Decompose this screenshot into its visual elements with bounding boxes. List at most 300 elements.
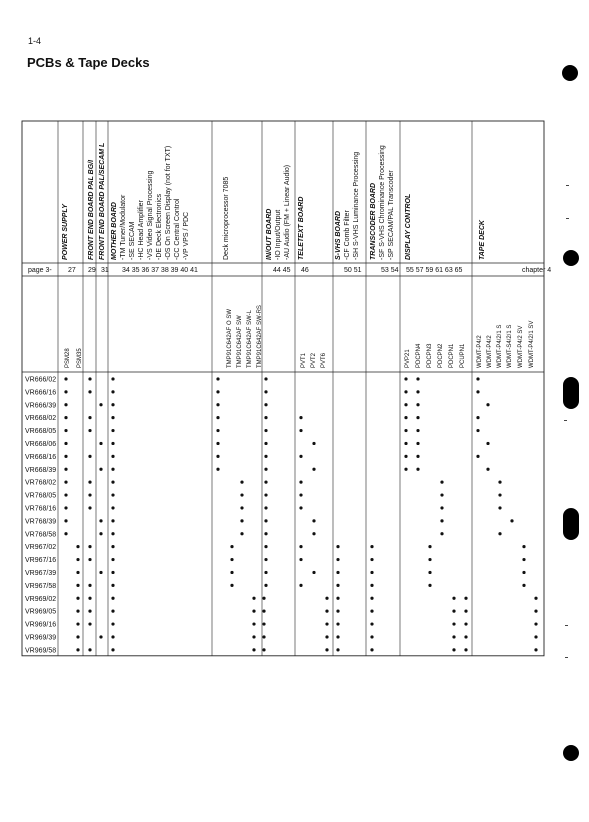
table-row	[25, 428, 480, 435]
fitment-dot	[534, 597, 537, 600]
fitment-dot	[99, 635, 102, 638]
part-variants	[65, 305, 535, 368]
fitment-dot	[370, 622, 373, 625]
model-name: VR666/16	[25, 389, 57, 397]
model-name: VR768/58	[25, 531, 57, 539]
fitment-dot	[522, 545, 525, 548]
fitment-dot	[99, 403, 102, 406]
fitment-dot	[440, 519, 443, 522]
fitment-dot	[252, 597, 255, 600]
fitment-dot	[88, 584, 91, 587]
board-header: -SH S-VHS Luminance Processing	[353, 151, 360, 260]
fitment-dot	[370, 648, 373, 651]
fitment-dot	[336, 545, 339, 548]
board-header: -IO Input/Output	[275, 209, 282, 260]
fitment-dot	[264, 571, 267, 574]
fitment-dot	[111, 584, 114, 587]
table-row	[25, 544, 526, 551]
variant-label: TMP91C642AF SW-RS	[257, 305, 263, 368]
fitment-dot	[264, 481, 267, 484]
fitment-dot	[88, 622, 91, 625]
fitment-dot	[404, 377, 407, 380]
fitment-dot	[64, 493, 67, 496]
table-row	[25, 583, 526, 590]
fitment-dot	[299, 429, 302, 432]
fitment-dot	[370, 545, 373, 548]
fitment-dot	[99, 442, 102, 445]
fitment-dot	[522, 571, 525, 574]
fitment-dot	[452, 597, 455, 600]
model-name: VR768/05	[25, 492, 57, 500]
fitment-dot	[111, 455, 114, 458]
fitment-dot	[216, 442, 219, 445]
fitment-dot	[452, 610, 455, 613]
fitment-dot	[99, 519, 102, 522]
board-header: IN/OUT BOARD	[266, 208, 273, 260]
variant-label: PDCPN1	[449, 343, 455, 368]
fitment-dot	[64, 506, 67, 509]
model-name: VR668/02	[25, 415, 57, 423]
fitment-dot	[262, 610, 265, 613]
board-header: -HC Head Amplifier	[138, 200, 145, 260]
fitment-dot	[64, 455, 67, 458]
fitment-dot	[76, 571, 79, 574]
fitment-dot	[111, 493, 114, 496]
table-row	[25, 596, 538, 603]
fitment-dot	[476, 416, 479, 419]
variant-label: PSM28	[65, 348, 71, 368]
table-row	[25, 557, 526, 564]
fitment-dot	[240, 506, 243, 509]
fitment-dot	[252, 610, 255, 613]
fitment-dot	[534, 635, 537, 638]
fitment-dot	[111, 481, 114, 484]
fitment-dot	[240, 493, 243, 496]
fitment-dot	[325, 622, 328, 625]
fitment-dot	[428, 558, 431, 561]
model-name: VR969/58	[25, 647, 57, 655]
variant-label: WDMT-P4/2	[487, 335, 493, 368]
model-name: VR768/02	[25, 479, 57, 487]
fitment-dot	[240, 532, 243, 535]
fitment-dot	[299, 545, 302, 548]
model-name: VR668/39	[25, 466, 57, 474]
table-row	[25, 441, 490, 448]
fitment-dot	[464, 610, 467, 613]
fitment-dot	[534, 648, 537, 651]
fitment-dot	[111, 519, 114, 522]
fitment-dot	[64, 481, 67, 484]
board-header: TAPE DECK	[479, 220, 486, 260]
fitment-dot	[428, 571, 431, 574]
fitment-dot	[486, 442, 489, 445]
fitment-dot	[88, 648, 91, 651]
fitment-dot	[230, 558, 233, 561]
fitment-dot	[76, 597, 79, 600]
fitment-dot	[416, 377, 419, 380]
model-name: VR967/02	[25, 544, 57, 552]
table-row	[25, 480, 502, 487]
board-header: -VP VPS / PDC	[183, 211, 190, 260]
fitment-dot	[252, 622, 255, 625]
table-row	[25, 467, 490, 474]
variant-label: PVP21	[405, 349, 411, 368]
page-ref: 44 45	[273, 267, 291, 274]
fitment-dot	[111, 532, 114, 535]
fitment-dot	[216, 455, 219, 458]
fitment-dot	[99, 532, 102, 535]
fitment-dot	[370, 571, 373, 574]
fitment-dot	[216, 403, 219, 406]
fitment-dot	[498, 506, 501, 509]
fitment-dot	[76, 545, 79, 548]
table-row	[25, 570, 526, 577]
fitment-dot	[88, 545, 91, 548]
fitment-dot	[88, 377, 91, 380]
model-rows	[25, 376, 538, 654]
variant-label: PDCPN2	[438, 343, 444, 368]
fitment-dot	[440, 532, 443, 535]
fitment-dot	[111, 545, 114, 548]
fitment-dot	[440, 493, 443, 496]
model-name: VR969/16	[25, 621, 57, 629]
fitment-dot	[264, 416, 267, 419]
fitment-dot	[264, 468, 267, 471]
fitment-dot	[452, 648, 455, 651]
model-name: VR967/58	[25, 582, 57, 590]
fitment-dot	[336, 584, 339, 587]
fitment-dot	[262, 648, 265, 651]
fitment-dot	[510, 519, 513, 522]
fitment-dot	[440, 481, 443, 484]
fitment-dot	[404, 403, 407, 406]
fitment-dot	[264, 390, 267, 393]
fitment-dot	[252, 648, 255, 651]
fitment-dot	[111, 468, 114, 471]
fitment-dot	[416, 442, 419, 445]
fitment-dot	[486, 468, 489, 471]
fitment-dot	[88, 455, 91, 458]
fitment-dot	[111, 597, 114, 600]
fitment-dot	[262, 597, 265, 600]
fitment-dot	[464, 635, 467, 638]
model-name: VR969/39	[25, 634, 57, 642]
board-header: DISPLAY CONTROL	[405, 193, 412, 260]
fitment-dot	[64, 532, 67, 535]
page-ref: 53 54	[381, 267, 399, 274]
variant-label: PVT1	[301, 352, 307, 368]
fitment-dot	[452, 622, 455, 625]
fitment-dot	[76, 635, 79, 638]
table-row	[25, 647, 538, 654]
fitment-dot	[264, 519, 267, 522]
board-header: POWER SUPPLY	[62, 204, 69, 260]
fitment-dot	[464, 622, 467, 625]
variant-label: WDMT-P4/2/1 S	[497, 324, 503, 368]
fitment-dot	[312, 532, 315, 535]
fitment-dot	[111, 506, 114, 509]
board-header: -VS Video Signal Processing	[147, 170, 154, 260]
fitment-dot	[64, 442, 67, 445]
fitment-dot	[404, 390, 407, 393]
fitment-dot	[111, 429, 114, 432]
fitment-dot	[76, 610, 79, 613]
fitment-dot	[64, 416, 67, 419]
board-header: TRANSCODER BOARD	[370, 183, 377, 260]
fitment-dot	[88, 610, 91, 613]
fitment-dot	[111, 558, 114, 561]
fitment-dot	[99, 571, 102, 574]
fitment-dot	[64, 390, 67, 393]
fitment-dot	[88, 493, 91, 496]
fitment-dot	[88, 597, 91, 600]
board-header: -SF S-VHS Chrominance Processing	[379, 145, 386, 260]
model-name: VR668/16	[25, 453, 57, 461]
board-header: S-VHS BOARD	[335, 210, 342, 260]
fitment-dot	[88, 558, 91, 561]
fitment-dot	[486, 403, 489, 406]
fitment-dot	[111, 610, 114, 613]
fitment-dot	[76, 558, 79, 561]
fitment-dot	[299, 506, 302, 509]
board-header: FRONT END BOARD PAL BG/I	[88, 159, 95, 260]
table-row	[25, 518, 514, 525]
variant-label: WDMT-S4/2/1 S	[507, 324, 513, 368]
variant-label: PCUPN1	[460, 343, 466, 368]
model-name: VR768/39	[25, 518, 57, 526]
fitment-dot	[370, 558, 373, 561]
fitment-dot	[416, 390, 419, 393]
fitment-dot	[299, 584, 302, 587]
fitment-dot	[88, 481, 91, 484]
fitment-dot	[416, 429, 419, 432]
fitment-dot	[370, 597, 373, 600]
board-header: MOTHER BOARD	[111, 202, 118, 260]
fitment-dot	[522, 558, 525, 561]
board-header: TELETEXT BOARD	[298, 196, 305, 260]
fitment-dot	[336, 571, 339, 574]
board-header: -SE SECAM	[129, 221, 136, 260]
fitment-dot	[64, 519, 67, 522]
fitment-dot	[336, 622, 339, 625]
table-row	[25, 376, 480, 383]
fitment-dot	[240, 481, 243, 484]
board-header: -OS On Screen Display (not for TXT)	[165, 145, 172, 260]
board-header: Deck microprocessor 7085	[223, 176, 230, 260]
page-ref: 50 51	[344, 267, 362, 274]
model-name: VR768/16	[25, 505, 57, 513]
table-row	[25, 493, 502, 500]
variant-label: PDCPN4	[416, 343, 422, 368]
variant-label: TMP91C642AF O SW	[227, 308, 233, 368]
variant-label: WDMT-P4/2/1 SV	[529, 320, 535, 368]
fitment-dot	[325, 648, 328, 651]
fitment-dot	[111, 416, 114, 419]
fitment-dot	[325, 610, 328, 613]
fitment-dot	[264, 403, 267, 406]
fitment-dot	[240, 519, 243, 522]
fitment-dot	[404, 416, 407, 419]
board-header: -CC Central Control	[174, 198, 181, 260]
table-row	[25, 622, 538, 629]
fitment-dot	[312, 468, 315, 471]
board-headers	[62, 143, 486, 260]
fitment-dot	[336, 635, 339, 638]
table-row	[25, 402, 490, 409]
model-name: VR967/16	[25, 557, 57, 565]
fitment-dot	[64, 403, 67, 406]
fitment-dot	[299, 558, 302, 561]
table-row	[25, 415, 480, 422]
fitment-dot	[464, 597, 467, 600]
table-row	[25, 531, 502, 538]
fitment-dot	[264, 377, 267, 380]
model-name: VR666/02	[25, 376, 57, 384]
fitment-dot	[230, 545, 233, 548]
fitment-dot	[498, 532, 501, 535]
model-name: VR668/05	[25, 428, 57, 436]
fitment-dot	[370, 584, 373, 587]
table-row	[25, 454, 480, 461]
fitment-dot	[264, 506, 267, 509]
model-name: VR668/06	[25, 440, 57, 448]
fitment-dot	[428, 584, 431, 587]
board-header: -TM Tuner/Modulator	[120, 194, 127, 260]
fitment-dot	[88, 429, 91, 432]
fitment-dot	[498, 493, 501, 496]
fitment-dot	[88, 416, 91, 419]
fitment-dot	[230, 571, 233, 574]
page-ref: 55 57 59 61 63 65	[406, 267, 463, 274]
fitment-dot	[370, 635, 373, 638]
fitment-dot	[416, 468, 419, 471]
variant-label: PVT6	[321, 352, 327, 368]
board-header: -SP SECAM/PAL Transcoder	[388, 170, 395, 260]
fitment-dot	[252, 635, 255, 638]
table-row	[25, 634, 538, 641]
fitment-dot	[476, 377, 479, 380]
model-name: VR969/05	[25, 608, 57, 616]
fitment-dot	[216, 390, 219, 393]
fitment-dot	[216, 377, 219, 380]
fitment-dot	[111, 442, 114, 445]
fitment-dot	[262, 635, 265, 638]
fitment-dot	[299, 416, 302, 419]
fitment-dot	[216, 468, 219, 471]
fitment-dot	[88, 506, 91, 509]
page-ref: 31	[101, 267, 109, 274]
fitment-dot	[404, 442, 407, 445]
page-ref: 46	[301, 267, 309, 274]
fitment-dot	[64, 377, 67, 380]
fitment-dot	[336, 648, 339, 651]
variant-label: WDMT-P4/2 SV	[518, 325, 524, 368]
fitment-dot	[312, 442, 315, 445]
model-name: VR666/39	[25, 402, 57, 410]
fitment-dot	[64, 429, 67, 432]
fitment-dot	[325, 597, 328, 600]
fitment-dot	[325, 635, 328, 638]
fitment-dot	[476, 390, 479, 393]
table-row	[25, 609, 538, 616]
fitment-dot	[440, 506, 443, 509]
page-ref: 29	[88, 267, 96, 274]
fitment-dot	[230, 584, 233, 587]
fitment-dot	[336, 558, 339, 561]
page-row-label: page 3-	[28, 267, 52, 274]
variant-label: PDCPN3	[427, 343, 433, 368]
fitment-dot	[264, 584, 267, 587]
fitment-dot	[216, 429, 219, 432]
fitment-dot	[370, 610, 373, 613]
fitment-dot	[111, 635, 114, 638]
fitment-dot	[64, 468, 67, 471]
page-title: PCBs & Tape Decks	[27, 55, 150, 70]
board-header: -DE Deck Electronics	[156, 193, 163, 260]
fitment-dot	[404, 468, 407, 471]
fitment-dot	[76, 648, 79, 651]
page-number: 1-4	[28, 36, 42, 46]
fitment-dot	[534, 622, 537, 625]
page-ref: 27	[68, 267, 76, 274]
board-header: -AU Audio (FM + Linear Audio)	[284, 164, 291, 260]
fitment-dot	[336, 610, 339, 613]
fitment-dot	[76, 622, 79, 625]
fitment-dot	[76, 584, 79, 587]
fitment-dot	[216, 416, 219, 419]
fitment-dot	[111, 390, 114, 393]
model-name: VR969/02	[25, 595, 57, 603]
fitment-dot	[264, 558, 267, 561]
fitment-dot	[99, 468, 102, 471]
fitment-dot	[111, 648, 114, 651]
variant-label: PVT2	[311, 352, 317, 368]
fitment-dot	[88, 390, 91, 393]
model-name: VR967/39	[25, 569, 57, 577]
fitment-dot	[299, 481, 302, 484]
fitment-dot	[299, 455, 302, 458]
fitment-dot	[299, 493, 302, 496]
fitment-dot	[262, 622, 265, 625]
fitment-dot	[111, 571, 114, 574]
fitment-dot	[264, 455, 267, 458]
variant-label: TMP91C642AF SW	[237, 315, 243, 368]
variant-label: WDMT-P4/2	[477, 335, 483, 368]
board-header: FRONT END BOARD PAL/SECAM L	[99, 142, 106, 260]
fitment-dot	[476, 455, 479, 458]
fitment-dot	[404, 429, 407, 432]
fitment-dot	[111, 622, 114, 625]
fitment-dot	[476, 429, 479, 432]
fitment-dot	[264, 532, 267, 535]
fitment-dot	[336, 597, 339, 600]
fitment-dot	[416, 416, 419, 419]
variant-label: PSM35	[77, 348, 83, 368]
fitment-dot	[264, 442, 267, 445]
fitment-dot	[416, 403, 419, 406]
fitment-dot	[111, 377, 114, 380]
fitment-dot	[264, 429, 267, 432]
fitment-dot	[452, 635, 455, 638]
fitment-dot	[312, 571, 315, 574]
fitment-dot	[522, 584, 525, 587]
page-references	[68, 267, 463, 274]
chapter-label: chapter 4	[522, 267, 552, 274]
fitment-dot	[111, 403, 114, 406]
fitment-dot	[534, 610, 537, 613]
fitment-dot	[416, 455, 419, 458]
variant-label: TMP91C642AF SW-L	[247, 310, 253, 368]
